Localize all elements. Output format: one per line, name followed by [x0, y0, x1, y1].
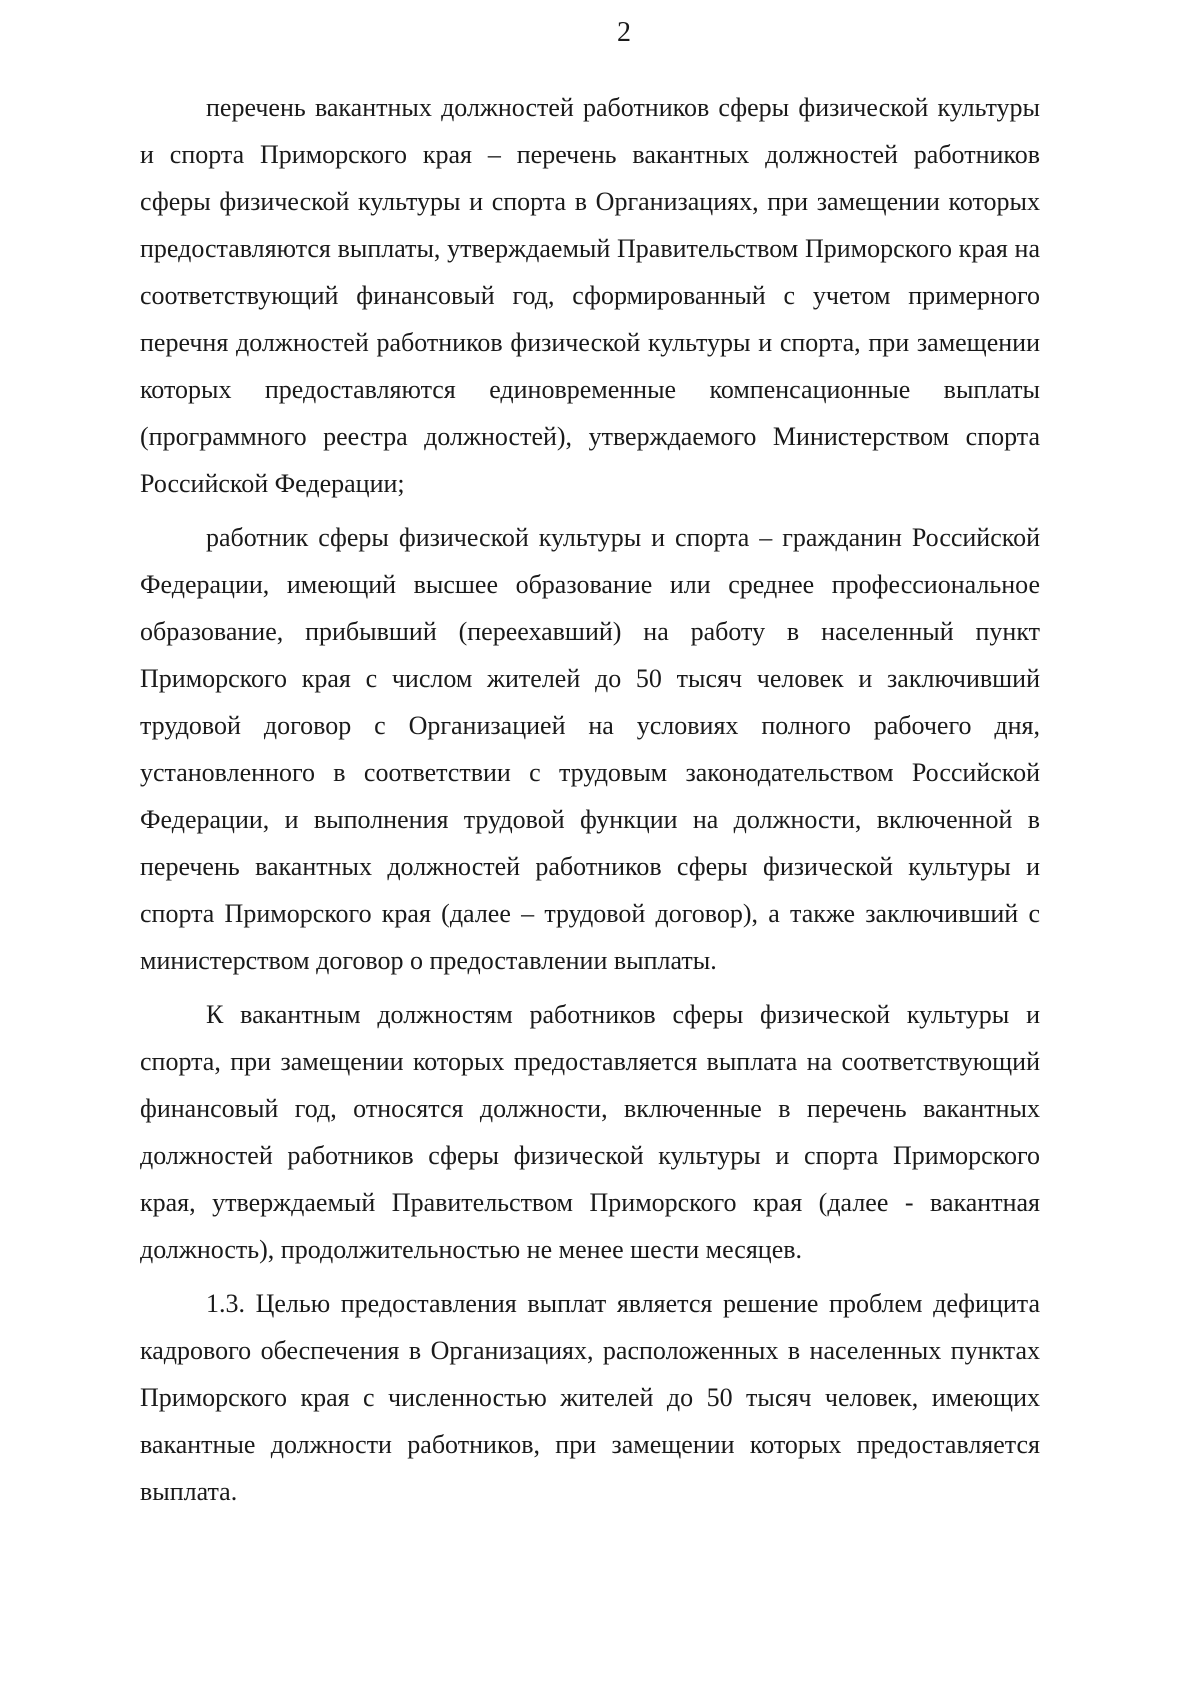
paragraph-purpose-1-3: 1.3. Целью предоставления выплат является решение проблем дефицита кадрового обеспечения в Организациях, расположенных в населенных пунктах Приморского края с численностью жителей до 50 тысяч человек, имеющих вакантные должности работников, при замещении которых предоставляется выплата. [140, 1289, 1040, 1506]
page-number: 2 [617, 17, 631, 48]
paragraph-worker-definition: работник сферы физической культуры и спорта – гражданин Российской Федерации, имеющий высшее образование или среднее профессиональное образование, прибывший (переехавший) на работу в населенный пункт Приморского края с числом жителей до 50 тысяч человек и заключивший трудовой договор с Организацией на условиях полного рабочего дня, установленного в соответствии с трудовым законодательством Российской Федерации, и выполнения трудовой функции на должности, включенной в перечень вакантных должностей работников сферы физической культуры и спорта Приморского края (далее – трудовой договор), а также заключивший с министерством договор о предоставлении выплаты. [140, 523, 1040, 975]
paragraph-vacant-positions: К вакантным должностям работников сферы физической культуры и спорта, при замещении которых предоставляется выплата на соответствующий финансовый год, относятся должности, включенные в перечень вакантных должностей работников сферы физической культуры и спорта Приморского края, утверждаемый Правительством Приморского края (далее - вакантная должность), продолжительностью не менее шести месяцев. [140, 1000, 1040, 1264]
document-body [140, 84, 1040, 1515]
paragraph-vacancy-list-definition: перечень вакантных должностей работников сферы физической культуры и спорта Приморского края – перечень вакантных должностей работников сферы физической культуры и спорта в Организациях, при замещении которых предоставляются выплаты, утверждаемый Правительством Приморского края на соответствующий финансовый год, сформированный с учетом примерного перечня должностей работников физической культуры и спорта, при замещении которых предоставляются единовременные компенсационные выплаты (программного реестра должностей), утверждаемого Министерством спорта Российской Федерации; [140, 93, 1040, 498]
